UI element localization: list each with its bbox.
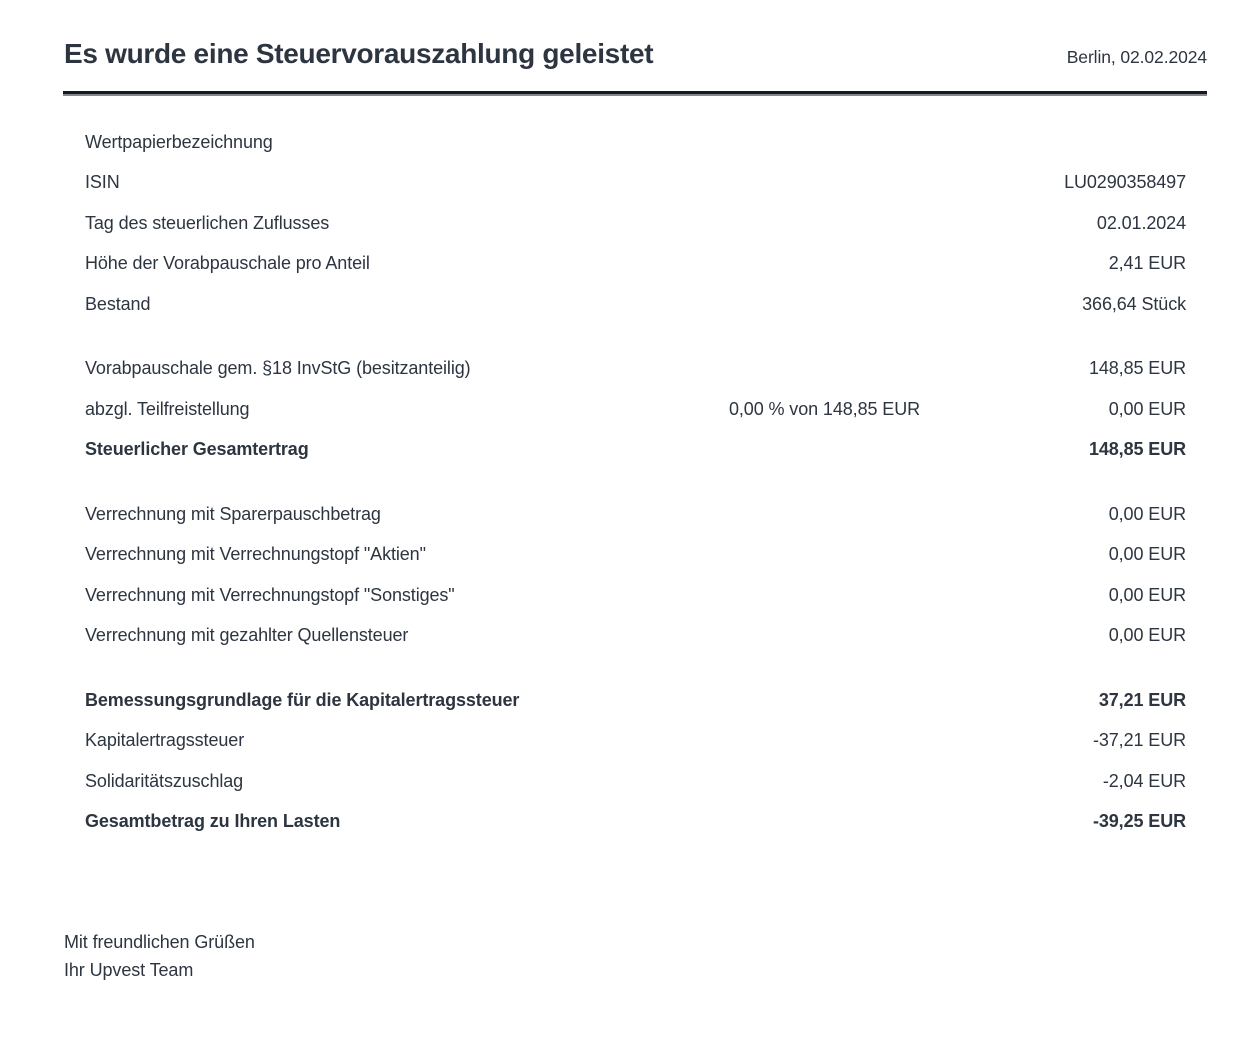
row-label: Bemessungsgrundlage für die Kapitalertragssteuer	[85, 689, 520, 710]
row-label: Gesamtbetrag zu Ihren Lasten	[85, 811, 341, 832]
row-value: -2,04 EUR	[1102, 770, 1186, 791]
table-row	[85, 535, 1186, 576]
closing-block	[64, 928, 255, 984]
table-row	[85, 244, 1186, 285]
table-row-total	[85, 430, 1186, 471]
row-value: 148,85 EUR	[1088, 358, 1186, 379]
row-value: 37,21 EUR	[1098, 689, 1186, 710]
table-row-total	[85, 802, 1186, 843]
row-label: abzgl. Teilfreistellung	[85, 398, 250, 419]
table-row	[85, 284, 1186, 325]
row-value: 148,85 EUR	[1088, 439, 1186, 460]
row-value: 0,00 EUR	[1108, 584, 1186, 605]
table-row	[85, 203, 1186, 244]
closing-text: Mit freundlichen Grüßen	[64, 932, 255, 952]
row-value: 0,00 EUR	[1108, 503, 1186, 524]
row-label: Vorabpauschale gem. §18 InvStG (besitzanteilig)	[85, 358, 471, 379]
row-label: Bestand	[85, 293, 151, 314]
document-place-date: Berlin, 02.02.2024	[1066, 47, 1207, 67]
section-vorabpauschale-calculation	[85, 349, 1186, 471]
section-position-details	[85, 122, 1186, 325]
document-header	[64, 38, 1207, 70]
statement-table	[85, 122, 1186, 842]
row-value: LU0290358497	[1064, 172, 1186, 193]
table-row	[85, 494, 1186, 535]
page-title: Es wurde eine Steuervorauszahlung geleistet	[64, 38, 654, 69]
row-value: -39,25 EUR	[1092, 811, 1186, 832]
table-row	[85, 721, 1186, 762]
row-label: Verrechnung mit Verrechnungstopf "Aktien"	[85, 544, 426, 565]
table-row-total	[85, 680, 1186, 721]
table-row	[85, 761, 1186, 802]
table-row	[85, 122, 1186, 163]
table-row	[85, 389, 1186, 430]
table-row	[85, 163, 1186, 204]
row-label: Kapitalertragssteuer	[85, 730, 245, 751]
row-label: Höhe der Vorabpauschale pro Anteil	[85, 253, 370, 274]
table-row	[85, 575, 1186, 616]
section-tax-summary	[85, 680, 1186, 842]
row-label: Verrechnung mit gezahlter Quellensteuer	[85, 625, 409, 646]
table-row	[85, 349, 1186, 390]
row-value: 02.01.2024	[1096, 212, 1186, 233]
row-value: 366,64 Stück	[1082, 293, 1186, 314]
table-row	[85, 616, 1186, 657]
section-verrechnung	[85, 494, 1186, 656]
row-value: 0,00 EUR	[1108, 544, 1186, 565]
signature-text: Ihr Upvest Team	[64, 960, 194, 980]
row-value: 2,41 EUR	[1108, 253, 1186, 274]
row-value: 0,00 EUR	[1108, 398, 1186, 419]
row-label: Steuerlicher Gesamtertrag	[85, 439, 309, 460]
row-calculation: 0,00 % von 148,85 EUR	[728, 398, 920, 419]
row-label: Verrechnung mit Verrechnungstopf "Sonstiges"	[85, 584, 455, 605]
row-label: Solidaritätszuschlag	[85, 770, 244, 791]
row-label: Verrechnung mit Sparerpauschbetrag	[85, 503, 381, 524]
row-label: ISIN	[85, 172, 120, 193]
row-value: 0,00 EUR	[1108, 625, 1186, 646]
header-divider	[63, 91, 1207, 96]
row-label: Wertpapierbezeichnung	[85, 131, 273, 152]
row-label: Tag des steuerlichen Zuflusses	[85, 212, 330, 233]
row-value: -37,21 EUR	[1092, 730, 1186, 751]
